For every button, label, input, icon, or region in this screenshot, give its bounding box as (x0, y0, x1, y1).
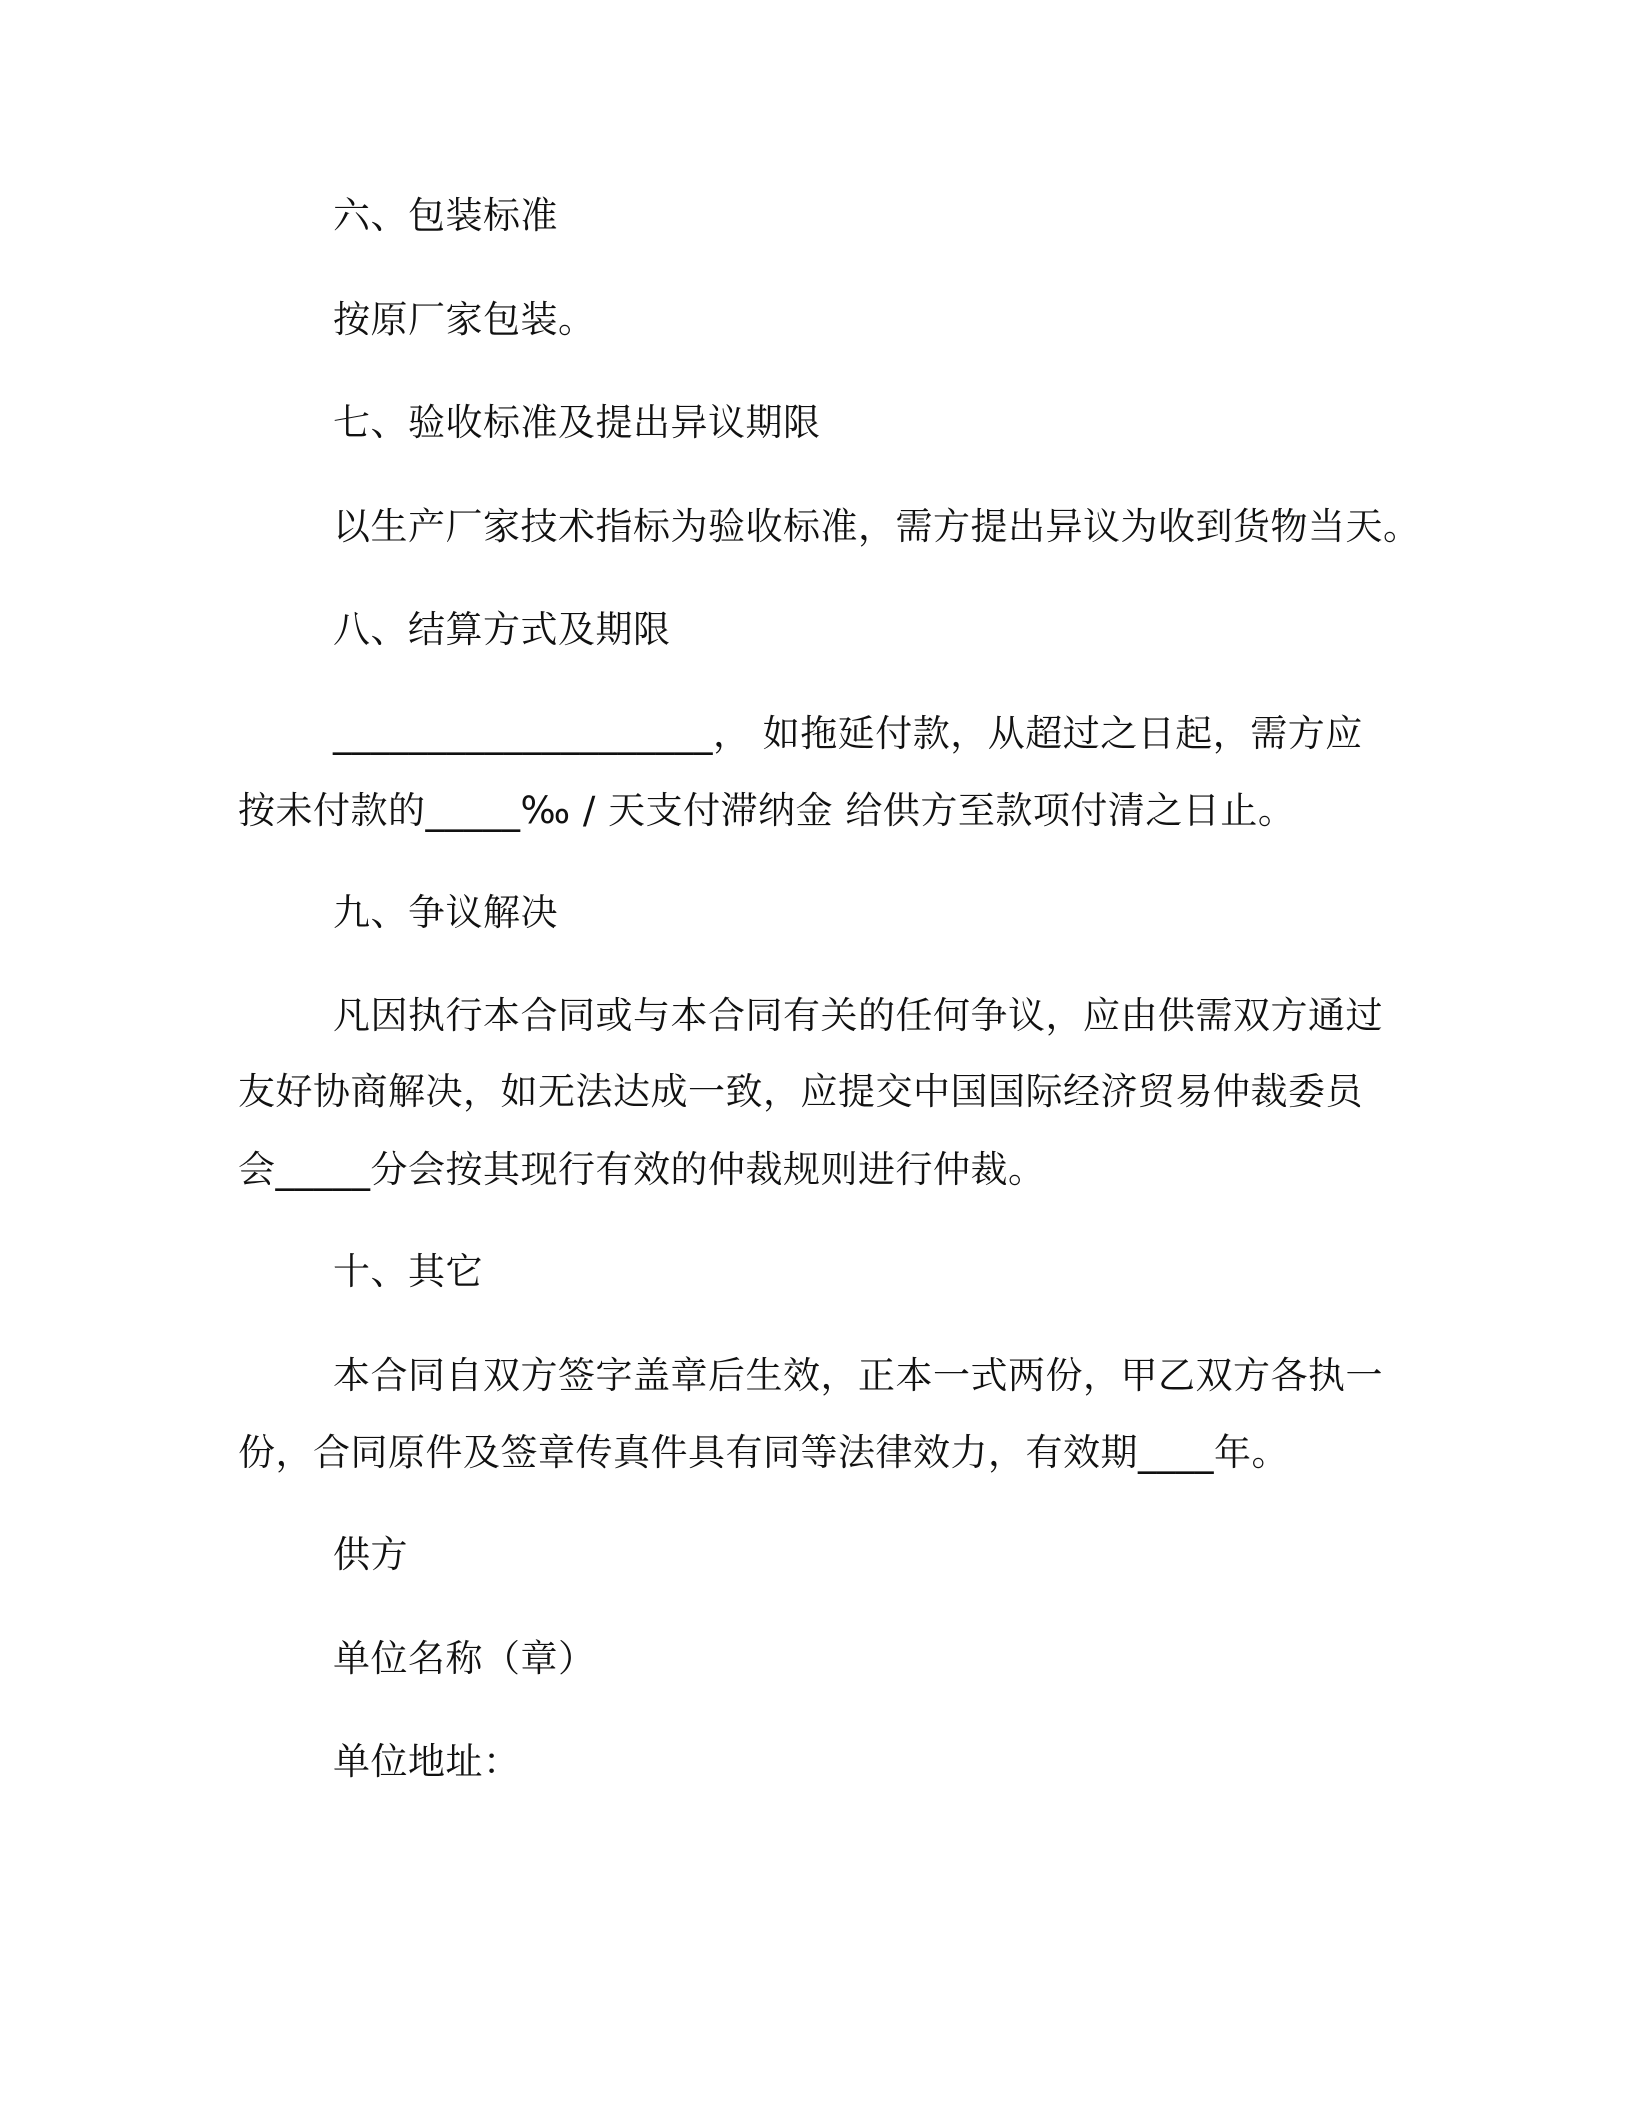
section-6-heading: 六、包装标准 (333, 194, 558, 237)
section-8-body-line-1: ____________________， 如拖延付款，从超过之日起，需方应 (333, 712, 1363, 755)
section-8-body-line-2: 按未付款的_____‰ / 天支付滞纳金 给供方至款项付清之日止。 (238, 789, 1296, 832)
section-6-body: 按原厂家包装。 (333, 298, 596, 341)
section-9-heading: 九、争议解决 (333, 891, 558, 934)
signature-unit-name-label: 单位名称（章） (333, 1637, 596, 1680)
section-8-heading: 八、结算方式及期限 (333, 608, 671, 651)
section-10-heading: 十、其它 (333, 1250, 483, 1293)
section-10-body-line-1: 本合同自双方签字盖章后生效，正本一式两份，甲乙双方各执一 (333, 1354, 1383, 1397)
signature-unit-address-label: 单位地址： (333, 1740, 521, 1783)
section-10-body-line-2: 份，合同原件及签章传真件具有同等法律效力，有效期____年。 (238, 1431, 1289, 1474)
section-9-body-line-3: 会_____分会按其现行有效的仲裁规则进行仲裁。 (238, 1148, 1046, 1191)
section-9-body-line-1: 凡因执行本合同或与本合同有关的任何争议，应由供需双方通过 (333, 994, 1383, 1037)
section-7-heading: 七、验收标准及提出异议期限 (333, 401, 821, 444)
signature-party-label: 供方 (333, 1533, 408, 1576)
section-7-body: 以生产厂家技术指标为验收标准，需方提出异议为收到货物当天。 (333, 505, 1421, 548)
section-9-body-line-2: 友好协商解决，如无法达成一致，应提交中国国际经济贸易仲裁委员 (238, 1070, 1363, 1113)
